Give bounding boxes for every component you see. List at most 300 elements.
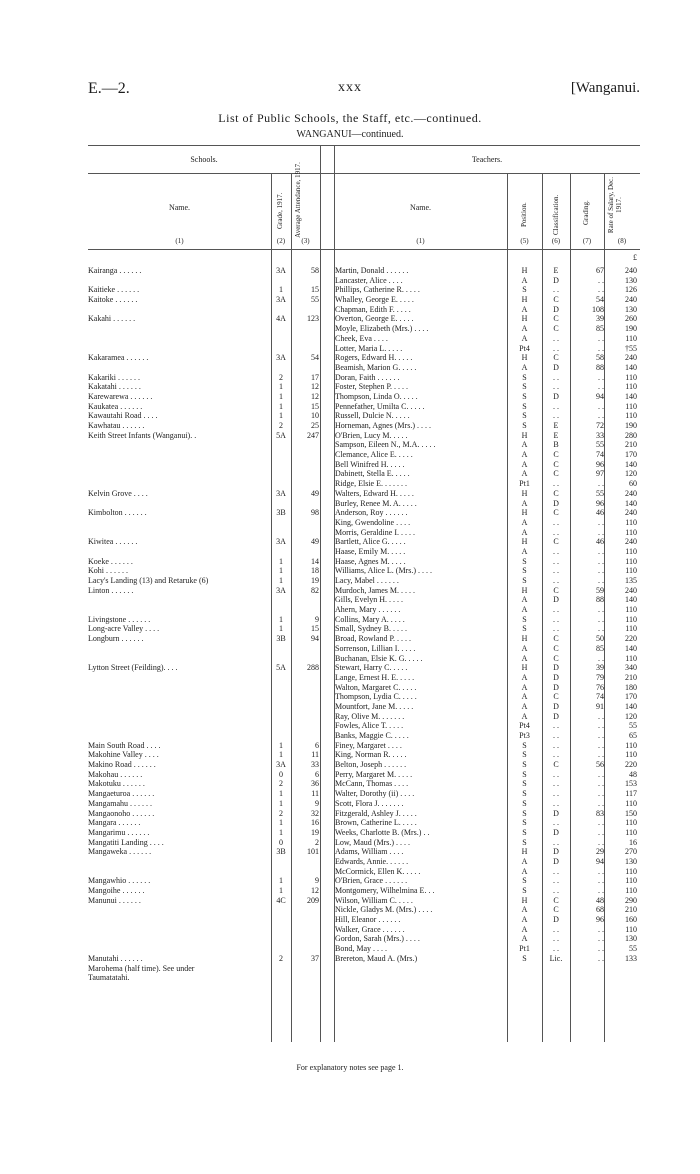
position-cell: A: [521, 546, 528, 556]
classification-cell: C: [553, 450, 559, 460]
classification-cell: D: [553, 391, 559, 401]
teacher-name-cell: Banks, Maggie C. . . . .: [335, 731, 409, 740]
teacher-name-cell: Weeks, Charlotte B. (Mrs.) . .: [335, 827, 430, 837]
classification-cell: E: [553, 430, 559, 440]
position-cell: H: [521, 847, 528, 857]
classification-cell: . .: [553, 731, 559, 740]
school-name-cell: Kakaramea . . . . . .: [88, 353, 149, 363]
grading-cell: 96: [596, 915, 604, 925]
classification-cell: . .: [553, 818, 559, 828]
table-row: [88, 595, 640, 605]
position-cell: H: [521, 295, 528, 305]
salary-cell: 240: [625, 266, 637, 275]
position-cell: S: [522, 827, 527, 837]
salary-cell: 120: [625, 469, 637, 479]
table-row: [88, 460, 640, 470]
teacher-name-cell: Wilson, William C. . . . .: [335, 895, 413, 905]
teacher-name-cell: Walker, Grace . . . . . .: [335, 924, 405, 934]
col-number: (7): [582, 237, 592, 245]
teacher-name-cell: Haase, Emily M. . . . .: [335, 546, 406, 556]
grade-cell: 1: [279, 401, 283, 411]
grading-cell: 88: [596, 362, 604, 372]
salary-cell: 180: [625, 682, 637, 692]
salary-cell: 210: [625, 905, 637, 915]
grading-cell: 97: [596, 469, 604, 479]
position-cell: S: [522, 837, 527, 847]
classification-cell: D: [553, 498, 559, 508]
grading-cell: 50: [596, 634, 604, 644]
grade-cell: 4C: [276, 895, 286, 905]
salary-cell: 126: [625, 285, 637, 295]
salary-cell: 110: [625, 517, 637, 527]
grading-cell: . .: [598, 953, 604, 963]
school-name-cell: Makino Road . . . . . .: [88, 760, 156, 770]
table-row: [88, 566, 640, 576]
classification-cell: . .: [553, 411, 559, 421]
grading-cell: 79: [596, 672, 604, 682]
teacher-name-cell: Scott, Flora J. . . . . . .: [335, 798, 404, 808]
teacher-name-cell: Hill, Eleanor . . . . . .: [335, 915, 401, 925]
salary-cell: 130: [625, 934, 637, 944]
table-row: [88, 779, 640, 789]
attendance-cell: 10: [311, 411, 319, 421]
school-name-cell: Kairanga . . . . . .: [88, 266, 142, 275]
grade-cell: 4A: [276, 314, 286, 324]
table-row: [88, 518, 640, 528]
grade-cell: 3A: [276, 353, 286, 363]
classification-cell: C: [553, 459, 559, 469]
grading-cell: 67: [596, 266, 604, 275]
classification-cell: . .: [553, 886, 559, 895]
teacher-name-cell: Phillips, Catherine R. . . . .: [335, 285, 420, 295]
classification-cell: . .: [553, 866, 559, 876]
salary-cell: 110: [625, 827, 637, 837]
grading-cell: 96: [596, 498, 604, 508]
salary-cell: 130: [625, 856, 637, 866]
table-row: [88, 624, 640, 634]
classification-cell: D: [553, 663, 559, 673]
attendance-cell: 16: [311, 818, 319, 828]
grading-header: Grading.: [582, 200, 590, 225]
position-cell: S: [522, 614, 527, 624]
teacher-name-cell: Perry, Margaret M. . . . .: [335, 769, 413, 779]
attendance-cell: 19: [311, 576, 319, 585]
grading-cell: 72: [596, 421, 604, 430]
position-cell: H: [521, 430, 528, 440]
salary-cell: 210: [625, 672, 637, 682]
grading-cell: 94: [596, 391, 604, 401]
grade-cell: 1: [279, 556, 283, 566]
attendance-cell: 25: [311, 421, 319, 430]
grade-cell: 2: [279, 372, 283, 382]
grading-cell: . .: [598, 827, 604, 837]
salary-cell: 140: [625, 362, 637, 372]
grading-cell: . .: [598, 285, 604, 295]
position-cell: A: [521, 866, 528, 876]
grading-cell: . .: [598, 740, 604, 750]
table-row: [88, 382, 640, 392]
position-cell: S: [522, 886, 527, 895]
grading-cell: . .: [598, 333, 604, 343]
teacher-name-cell: Sorrenson, Lillian I. . . . .: [335, 643, 416, 653]
teacher-name-cell: Broad, Rowland P. . . . .: [335, 634, 411, 644]
salary-cell: 60: [629, 479, 637, 489]
salary-cell: 290: [625, 895, 637, 905]
position-cell: A: [521, 362, 528, 372]
grade-cell: 1: [279, 750, 283, 760]
table-row: [88, 683, 640, 693]
school-name-cell: Makohau . . . . . .: [88, 769, 143, 779]
classification-cell: . .: [553, 517, 559, 527]
classification-cell: . .: [553, 934, 559, 944]
grading-cell: . .: [598, 818, 604, 828]
classification-cell: . .: [553, 576, 559, 585]
grade-cell: 3A: [276, 295, 286, 305]
teacher-name-cell: Buchanan, Elsie K. G. . . . .: [335, 653, 423, 663]
table-row: [88, 450, 640, 460]
teacher-name-cell: Pennefather, Umilta C. . . . .: [335, 401, 425, 411]
table-row: [88, 276, 640, 286]
grading-cell: 29: [596, 847, 604, 857]
classification-cell: D: [553, 847, 559, 857]
position-cell: Pt1: [519, 479, 530, 489]
position-cell: S: [522, 566, 527, 576]
salary-cell: 140: [625, 701, 637, 711]
grade-cell: 1: [279, 827, 283, 837]
school-name-cell: Linton . . . . . .: [88, 585, 134, 595]
grading-cell: . .: [598, 721, 604, 731]
position-cell: A: [521, 304, 528, 314]
table-row: [88, 876, 640, 886]
grading-cell: . .: [598, 527, 604, 537]
position-cell: A: [521, 924, 528, 934]
salary-cell: 240: [625, 488, 637, 498]
classification-cell: D: [553, 595, 559, 605]
position-cell: S: [522, 798, 527, 808]
grade-cell: 3A: [276, 488, 286, 498]
classification-cell: . .: [553, 333, 559, 343]
grading-cell: . .: [598, 566, 604, 576]
grading-cell: 48: [596, 895, 604, 905]
salary-cell: 140: [625, 643, 637, 653]
attendance-cell: 9: [315, 614, 319, 624]
table-row: [88, 615, 640, 625]
school-name-cell: Mangoihe . . . . . .: [88, 886, 145, 895]
grade-cell: 2: [279, 779, 283, 789]
district-header: [Wanganui.: [570, 80, 640, 96]
table-row: [88, 344, 640, 354]
teachers-section-heading: Teachers.: [471, 155, 503, 164]
school-name-cell: Kawautahi Road . . . .: [88, 411, 158, 421]
table-row: [88, 305, 640, 315]
attendance-cell: 15: [311, 285, 319, 295]
attendance-cell: 94: [311, 634, 319, 644]
attendance-cell: 11: [311, 789, 319, 799]
school-name-cell: Mangaeturoa . . . . . .: [88, 789, 155, 799]
position-cell: A: [521, 450, 528, 460]
grading-cell: . .: [598, 837, 604, 847]
grading-cell: . .: [598, 517, 604, 527]
classification-cell: . .: [553, 798, 559, 808]
position-cell: S: [522, 779, 527, 789]
attendance-cell: 12: [311, 886, 319, 895]
classification-cell: . .: [553, 527, 559, 537]
table-row: [88, 818, 640, 828]
classification-cell: . .: [553, 614, 559, 624]
grade-cell: 3A: [276, 537, 286, 547]
attendance-cell: 6: [315, 769, 319, 779]
table-row: [88, 799, 640, 809]
school-name-header: Name.: [168, 203, 191, 212]
school-name-cell: Mangaweka . . . . . .: [88, 847, 152, 857]
table-row: [88, 634, 640, 644]
table-row: [88, 828, 640, 838]
classification-cell: C: [553, 585, 559, 595]
grade-cell: 1: [279, 798, 283, 808]
salary-cell: 110: [625, 556, 637, 566]
position-header: Position.: [520, 202, 528, 227]
table-row: [88, 285, 640, 295]
salary-cell: 55: [629, 721, 637, 731]
position-cell: Pt4: [519, 721, 530, 731]
teacher-name-cell: Walton, Margaret C. . . . .: [335, 682, 417, 692]
attendance-cell: 36: [311, 779, 319, 789]
classification-cell: . .: [553, 779, 559, 789]
salary-cell: 110: [625, 527, 637, 537]
position-cell: A: [521, 440, 528, 450]
position-cell: A: [521, 672, 528, 682]
attendance-cell: 82: [311, 585, 319, 595]
col-number: (1): [416, 237, 425, 245]
attendance-cell: 209: [307, 895, 319, 905]
col-number: (8): [617, 237, 627, 245]
classification-cell: C: [553, 760, 559, 770]
position-cell: H: [521, 895, 528, 905]
footer-note: For explanatory notes see page 1.: [296, 1063, 404, 1072]
salary-cell: 110: [625, 866, 637, 876]
teacher-name-cell: Overton, George E. . . . .: [335, 314, 414, 324]
col-number: (6): [551, 237, 561, 245]
grading-cell: . .: [598, 779, 604, 789]
table-row: [88, 905, 640, 915]
salary-cell: 240: [625, 295, 637, 305]
salary-cell: 133: [625, 953, 637, 963]
classification-cell: D: [553, 682, 559, 692]
table-row: [88, 547, 640, 557]
school-name-cell: Koeke . . . . . .: [88, 556, 133, 566]
table-row: [88, 528, 640, 538]
teacher-name-cell: Collins, Mary A. . . . .: [335, 614, 405, 624]
school-name-cell: Manunui . . . . . .: [88, 895, 141, 905]
school-name-cell: Lytton Street (Feilding). . . .: [88, 663, 178, 673]
position-cell: A: [521, 692, 528, 702]
classification-cell: C: [553, 643, 559, 653]
grade-cell: 1: [279, 624, 283, 634]
teacher-name-cell: Whalley, George E. . . . .: [335, 295, 414, 305]
position-cell: S: [522, 421, 527, 430]
table-row: [88, 760, 640, 770]
salary-cell: 55: [629, 944, 637, 954]
classification-cell: C: [553, 508, 559, 518]
teacher-name-cell: Fitzgerald, Ashley J. . . . .: [335, 808, 417, 818]
classification-cell: C: [553, 895, 559, 905]
classification-cell: C: [553, 353, 559, 363]
position-cell: A: [521, 324, 528, 334]
teacher-name-cell: Thompson, Linda O. . . . .: [335, 391, 418, 401]
teacher-name-header: Name.: [409, 203, 432, 212]
teacher-name-cell: Gordon, Sarah (Mrs.) . . . .: [335, 934, 420, 944]
grading-cell: . .: [598, 479, 604, 489]
table-row: [88, 847, 640, 857]
grading-cell: . .: [598, 866, 604, 876]
teacher-name-cell: Anderson, Roy . . . . . .: [335, 508, 408, 518]
school-name-cell: Kaitieke . . . . . .: [88, 285, 140, 295]
table-row: [88, 334, 640, 344]
teacher-name-cell: O'Brien, Grace . . . . . .: [335, 876, 408, 886]
school-name-cell: Marohema (half time). See under: [88, 963, 195, 973]
grading-cell: 76: [596, 682, 604, 692]
grading-cell: 56: [596, 760, 604, 770]
position-cell: S: [522, 750, 527, 760]
school-name-cell: Kaukatea . . . . . .: [88, 401, 143, 411]
teacher-name-cell: Sampson, Eileen N., M.A. . . . .: [335, 440, 436, 450]
table-row: [88, 411, 640, 421]
classification-cell: Lic.: [549, 953, 563, 963]
grade-cell: 2: [279, 953, 283, 963]
salary-cell: 110: [625, 546, 637, 556]
grading-cell: . .: [598, 944, 604, 954]
grading-cell: 55: [596, 440, 604, 450]
classification-cell: . .: [553, 876, 559, 886]
grading-cell: . .: [598, 876, 604, 886]
grade-cell: 3A: [276, 266, 286, 275]
table-row: [88, 809, 640, 819]
grading-cell: . .: [598, 605, 604, 615]
position-cell: S: [522, 760, 527, 770]
attendance-cell: 2: [315, 837, 319, 847]
classification-cell: . .: [553, 789, 559, 799]
salary-cell: 110: [625, 382, 637, 392]
teacher-name-cell: Lacy, Mabel . . . . . .: [335, 576, 399, 585]
teacher-name-cell: King, Gwendoline . . . .: [335, 517, 411, 527]
grade-cell: 1: [279, 576, 283, 585]
teacher-name-cell: Russell, Dulcie N. . . . .: [335, 411, 410, 421]
position-cell: H: [521, 508, 528, 518]
position-cell: A: [521, 498, 528, 508]
school-name-cell: Mangatiti Landing . . . .: [88, 837, 164, 847]
teacher-name-cell: Williams, Alice L. (Mrs.) . . . .: [335, 566, 432, 576]
school-name-cell: Mangaonoho . . . . . .: [88, 808, 155, 818]
teacher-name-cell: Doran, Faith . . . . . .: [335, 372, 400, 382]
table-row: [88, 440, 640, 450]
teacher-name-cell: Ray, Olive M. . . . . . .: [335, 711, 405, 721]
school-name-cell: Kawhatau . . . . . .: [88, 421, 145, 430]
table-row: [88, 576, 640, 586]
grading-cell: 108: [592, 304, 604, 314]
grade-cell: 1: [279, 614, 283, 624]
position-cell: Pt1: [519, 944, 530, 954]
teacher-name-cell: Adams, William . . . .: [335, 847, 404, 857]
grading-cell: . .: [598, 556, 604, 566]
classification-cell: . .: [553, 479, 559, 489]
salary-cell: 170: [625, 692, 637, 702]
teacher-name-cell: Cheek, Eva . . . .: [335, 333, 388, 343]
position-cell: H: [521, 266, 528, 275]
table-row: [88, 654, 640, 664]
grading-cell: 91: [596, 701, 604, 711]
position-cell: A: [521, 333, 528, 343]
teacher-name-cell: Brereton, Maud A. (Mrs.): [335, 953, 418, 963]
classification-cell: . .: [553, 944, 559, 954]
grading-cell: . .: [598, 924, 604, 934]
attendance-cell: 49: [311, 537, 319, 547]
classification-cell: . .: [553, 750, 559, 760]
col-number: (1): [175, 237, 184, 245]
classification-cell: . .: [553, 837, 559, 847]
salary-cell: 190: [625, 421, 637, 430]
grading-cell: . .: [598, 934, 604, 944]
position-cell: S: [522, 382, 527, 392]
table-row: [88, 479, 640, 489]
position-cell: A: [521, 934, 528, 944]
grading-cell: 46: [596, 508, 604, 518]
table-row: [88, 973, 640, 983]
salary-cell: 240: [625, 508, 637, 518]
grading-cell: 88: [596, 595, 604, 605]
table-row: [88, 741, 640, 751]
grade-cell: 3B: [276, 847, 286, 857]
table-row: [88, 731, 640, 741]
classification-cell: C: [553, 692, 559, 702]
position-cell: S: [522, 808, 527, 818]
grade-cell: 3A: [276, 585, 286, 595]
table-row: [88, 750, 640, 760]
classification-cell: D: [553, 304, 559, 314]
position-cell: A: [521, 701, 528, 711]
position-cell: S: [522, 411, 527, 421]
attendance-cell: 9: [315, 798, 319, 808]
grade-cell: 0: [279, 837, 283, 847]
teacher-name-cell: Haase, Agnes M. . . . .: [335, 556, 406, 566]
attendance-cell: 12: [311, 391, 319, 401]
position-cell: A: [521, 905, 528, 915]
grade-cell: 2: [279, 808, 283, 818]
classification-cell: D: [553, 915, 559, 925]
teacher-name-cell: Montgomery, Wilhelmina E. . .: [335, 886, 435, 895]
teacher-name-cell: Ridge, Elsie E. . . . . . .: [335, 479, 407, 489]
classification-cell: . .: [553, 401, 559, 411]
position-cell: A: [521, 856, 528, 866]
table-row: [88, 857, 640, 867]
grade-cell: 1: [279, 789, 283, 799]
school-name-cell: Keith Street Infants (Wanganui). .: [88, 430, 197, 440]
table-row: [88, 537, 640, 547]
salary-cell: 340: [625, 663, 637, 673]
teacher-name-cell: Walters, Edward H. . . . .: [335, 488, 414, 498]
school-name-cell: Lacy's Landing (13) and Retaruke (6): [88, 576, 209, 585]
salary-cell: 110: [625, 750, 637, 760]
grading-cell: 68: [596, 905, 604, 915]
teacher-name-cell: Brown, Catherine L. . . . .: [335, 818, 417, 828]
grade-cell: 1: [279, 566, 283, 576]
school-name-cell: Makotuku . . . . . .: [88, 779, 145, 789]
grading-cell: 33: [596, 430, 604, 440]
grading-cell: . .: [598, 653, 604, 663]
salary-cell: 110: [625, 876, 637, 886]
classification-cell: D: [553, 808, 559, 818]
school-name-cell: Kohi . . . . . .: [88, 566, 128, 576]
teacher-name-cell: O'Brien, Lucy M. . . . .: [335, 430, 408, 440]
